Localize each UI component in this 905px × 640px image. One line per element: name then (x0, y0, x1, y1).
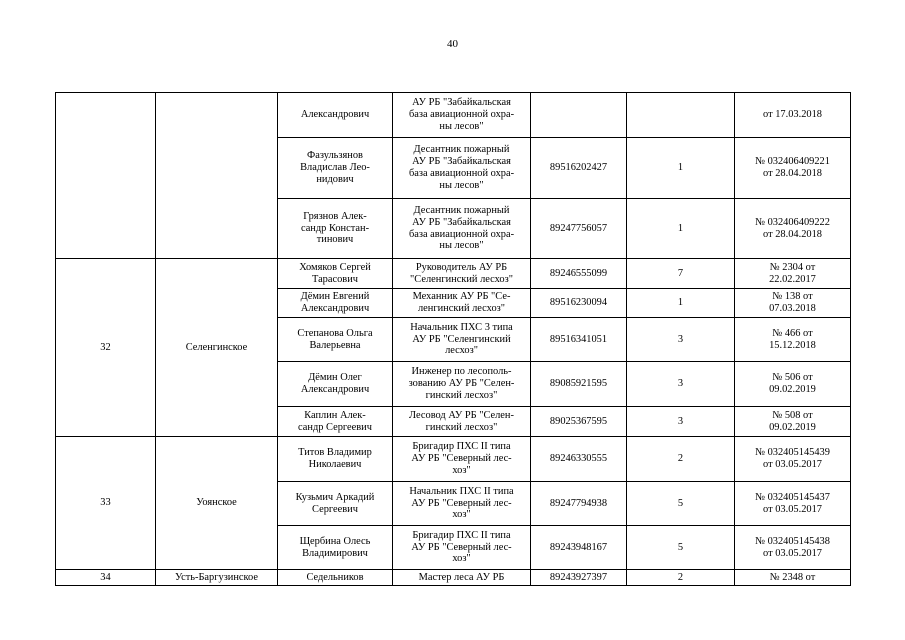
order-cell: № 466 от 15.12.2018 (735, 318, 851, 362)
count-cell: 2 (627, 570, 735, 586)
order-cell: № 032405145439 от 03.05.2017 (735, 437, 851, 482)
organization-cell: Бригадир ПХС II типа АУ РБ "Северный лес- хоз" (393, 526, 531, 570)
order-cell: № 506 от 09.02.2019 (735, 362, 851, 407)
phone-cell: 89247756057 (531, 199, 627, 259)
group-number-cell (56, 93, 156, 259)
table-row (56, 570, 851, 586)
group-number-cell: 34 (56, 570, 156, 586)
phone-cell: 89246330555 (531, 437, 627, 482)
count-cell: 1 (627, 138, 735, 199)
person-name-cell: Каплин Алек- сандр Сергеевич (278, 407, 393, 437)
person-name-cell: Хомяков Сергей Тарасович (278, 259, 393, 289)
organization-cell: Лесовод АУ РБ "Селен- гинский лесхоз" (393, 407, 531, 437)
organization-cell: АУ РБ "Забайкальская база авиационной охра- ны лесов" (393, 93, 531, 138)
forestry-personnel-table (55, 92, 851, 586)
count-cell: 3 (627, 318, 735, 362)
organization-cell: Десантник пожарный АУ РБ "Забайкальская база авиационной охра- ны лесов" (393, 199, 531, 259)
organization-cell: Начальник ПХС 3 типа АУ РБ "Селенгинский лесхоз" (393, 318, 531, 362)
count-cell: 1 (627, 289, 735, 318)
district-cell: Селенгинское (156, 259, 278, 437)
group-number-cell: 33 (56, 437, 156, 570)
phone-cell: 89516341051 (531, 318, 627, 362)
order-cell: № 2348 от (735, 570, 851, 586)
person-name-cell: Степанова Ольга Валерьевна (278, 318, 393, 362)
order-cell: № 032406409221 от 28.04.2018 (735, 138, 851, 199)
phone-cell: 89243927397 (531, 570, 627, 586)
phone-cell: 89516230094 (531, 289, 627, 318)
count-cell: 5 (627, 482, 735, 526)
count-cell: 2 (627, 437, 735, 482)
district-cell: Усть-Баргузинское (156, 570, 278, 586)
count-cell (627, 93, 735, 138)
page-number: 40 (447, 38, 458, 50)
person-name-cell: Фазульзянов Владислав Лео- нидович (278, 138, 393, 199)
district-cell (156, 93, 278, 259)
count-cell: 3 (627, 362, 735, 407)
order-cell: № 032405145438 от 03.05.2017 (735, 526, 851, 570)
person-name-cell: Дёмин Олег Александрович (278, 362, 393, 407)
organization-cell: Десантник пожарный АУ РБ "Забайкальская база авиационной охра- ны лесов" (393, 138, 531, 199)
organization-cell: Инженер по лесополь- зованию АУ РБ "Селен- гинский лесхоз" (393, 362, 531, 407)
phone-cell: 89025367595 (531, 407, 627, 437)
phone-cell: 89247794938 (531, 482, 627, 526)
order-cell: № 2304 от 22.02.2017 (735, 259, 851, 289)
organization-cell: Мастер леса АУ РБ (393, 570, 531, 586)
count-cell: 3 (627, 407, 735, 437)
person-name-cell: Грязнов Алек- сандр Констан- тинович (278, 199, 393, 259)
table-row (56, 259, 851, 289)
order-cell: № 138 от 07.03.2018 (735, 289, 851, 318)
table-row (56, 437, 851, 482)
order-cell: № 032405145437 от 03.05.2017 (735, 482, 851, 526)
person-name-cell: Кузьмич Аркадий Сергеевич (278, 482, 393, 526)
organization-cell: Механник АУ РБ "Се- ленгинский лесхоз" (393, 289, 531, 318)
order-cell: № 508 от 09.02.2019 (735, 407, 851, 437)
group-number-cell: 32 (56, 259, 156, 437)
phone-cell: 89516202427 (531, 138, 627, 199)
count-cell: 7 (627, 259, 735, 289)
phone-cell (531, 93, 627, 138)
person-name-cell: Титов Владимир Николаевич (278, 437, 393, 482)
district-cell: Уоянское (156, 437, 278, 570)
phone-cell: 89246555099 (531, 259, 627, 289)
phone-cell: 89085921595 (531, 362, 627, 407)
person-name-cell: Седельников (278, 570, 393, 586)
organization-cell: Руководитель АУ РБ "Селенгинский лесхоз" (393, 259, 531, 289)
person-name-cell: Щербина Олесь Владимирович (278, 526, 393, 570)
count-cell: 1 (627, 199, 735, 259)
organization-cell: Начальник ПХС II типа АУ РБ "Северный лес- хоз" (393, 482, 531, 526)
order-cell: № 032406409222 от 28.04.2018 (735, 199, 851, 259)
order-cell: от 17.03.2018 (735, 93, 851, 138)
person-name-cell: Дёмин Евгений Александрович (278, 289, 393, 318)
phone-cell: 89243948167 (531, 526, 627, 570)
organization-cell: Бригадир ПХС II типа АУ РБ "Северный лес- хоз" (393, 437, 531, 482)
person-name-cell: Александрович (278, 93, 393, 138)
count-cell: 5 (627, 526, 735, 570)
table-row (56, 93, 851, 138)
